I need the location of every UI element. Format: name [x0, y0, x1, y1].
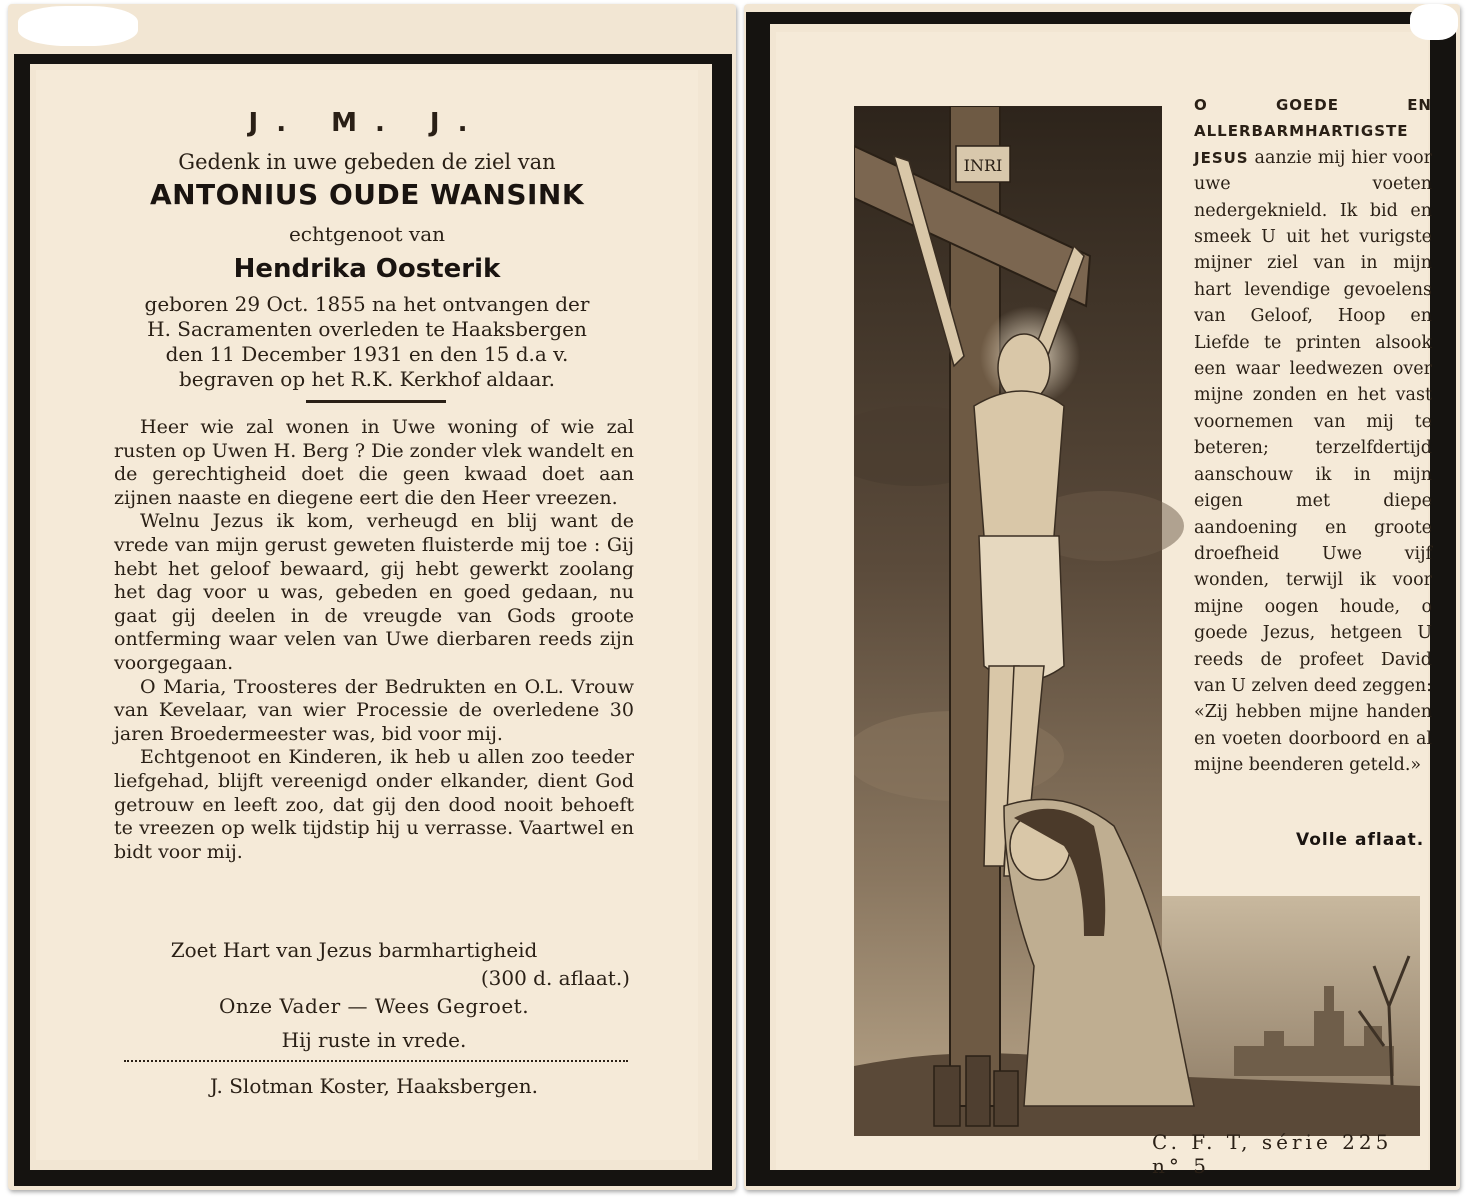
prayer-lead: O GOEDE EN ALLERBARMHARTIGSTE JESUS	[1194, 96, 1432, 167]
rest-in-peace: Hij ruste in vrede.	[281, 1028, 467, 1052]
series-number: C. F. T, série 225 n° 5	[1152, 1130, 1393, 1178]
paragraph: Welnu Jezus ik kom, verheugd en blij want de vrede van mijn gerust geweten fluisterde mij toe : Gij hebt het geloof bewaard, gij hebt gewerkt zoolang het dag voor u was, gebeden en goed gedaan, nu gaat gij deelen in de vreugde van Gods groote ontferming waar velen van Uwe dierbaren reeds zijn voorgegaan.	[114, 510, 634, 674]
spouse-name: Hendrika Oosterik	[233, 254, 501, 284]
card-text-area	[36, 70, 698, 1160]
bio-line: geboren 29 Oct. 1855 na het ontvangen der	[144, 292, 590, 316]
divider-rule	[306, 400, 446, 403]
printer-credit: J. Slotman Koster, Haaksbergen.	[210, 1074, 538, 1098]
paragraph: O Maria, Troosteres der Bedrukten en O.L. Vrouw van Kevelaar, van wier Processie de overledene 30 jaren Broedermeester was, bid voor mij.	[114, 675, 634, 745]
memorial-text	[114, 416, 634, 864]
header-jmj: J. M. J.	[248, 108, 486, 138]
prayer-text	[1194, 92, 1432, 779]
biography	[36, 292, 698, 392]
relation-line: echtgenoot van	[288, 222, 446, 246]
plenary-indulgence: Volle aflaat.	[1296, 830, 1425, 850]
indulgence-note: (300 d. aflaat.)	[480, 966, 630, 990]
prayers-line: Onze Vader — Wees Gegroet.	[218, 994, 530, 1018]
bio-line: den 11 December 1931 en den 15 d.a v.	[165, 342, 569, 366]
intro-line: Gedenk in uwe gebeden de ziel van	[178, 150, 556, 174]
card-image-area	[776, 32, 1432, 1178]
paragraph: Heer wie zal wonen in Uwe woning of wie zal rusten op Uwen H. Berg ? Die zonder vlek wandelt en de gerechtigheid doet die geen kwaad doet aan zijnen naaste en diegene eert die den Heer vreezen.	[114, 416, 634, 509]
bio-line: H. Sacramenten overleden te Haaksbergen	[147, 317, 587, 341]
cross-inscription: INRI	[963, 156, 1003, 175]
invocation: Zoet Hart van Jezus barmhartigheid	[170, 938, 538, 962]
memorial-card-back	[744, 4, 1460, 1190]
memorial-card-front	[8, 4, 736, 1190]
paragraph: Echtgenoot en Kinderen, ik heb u allen zoo teeder liefgehad, blijft vereenigd onder elkander, dient God getrouw en leeft zoo, dat gij den dood nooit behoeft te vreezen op welk tijdstip hij u verrasse. Vaartwel en bidt voor mij.	[114, 746, 634, 863]
deceased-name: ANTONIUS OUDE WANSINK	[149, 178, 585, 211]
prayer-body: aanzie mij hier voor uwe voeten nedergeknield. Ik bid en smeek U uit het vurigste mijner ziel van in mijn hart levendige gevoelens van Geloof, Hoop en Liefde te printen alsook een waar leedwezen over mijne zonden en het vast voornemen van mij te beteren; terzelfdertijd aanschouw ik in mijn eigen met diepe aandoening en groote droefheid Uwe vijf wonden, terwijl ik voor mijne oogen houde, o goede Jezus, hetgeen U reeds de profeet David van U zelven deed zeggen: «Zij hebben mijne handen en voeten doorboord en al mijne beenderen geteld.»	[1194, 147, 1432, 776]
torn-corner	[18, 6, 138, 46]
torn-corner	[1410, 4, 1458, 40]
bio-line: begraven op het R.K. Kerkhof aldaar.	[179, 367, 555, 391]
dotted-divider	[124, 1060, 628, 1062]
